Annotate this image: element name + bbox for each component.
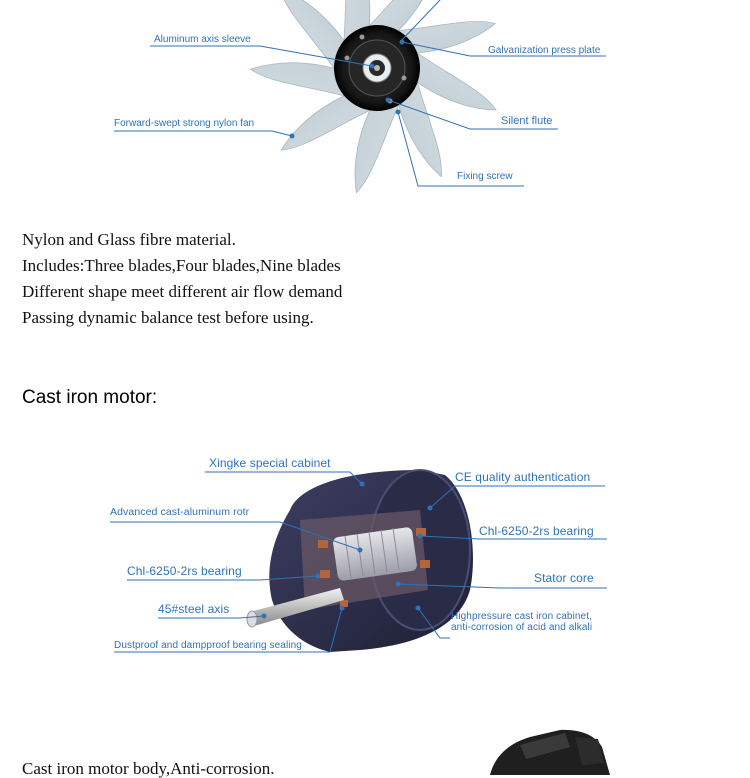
callout-highpressure-line-2: anti-corrosion of acid and alkali bbox=[451, 622, 593, 633]
callout-stator-core: Stator core bbox=[534, 571, 594, 585]
fan-description-line-4: Passing dynamic balance test before using. bbox=[22, 308, 314, 327]
motor-body-photo bbox=[470, 725, 630, 775]
fan-illustration bbox=[0, 0, 750, 200]
fan-hub bbox=[334, 25, 420, 111]
callout-cast-aluminum-rotor: Advanced cast-aluminum rotr bbox=[110, 506, 250, 518]
callout-special-cabinet: Xingke special cabinet bbox=[209, 456, 331, 470]
callout-bearing-left: Chl-6250-2rs bearing bbox=[127, 564, 242, 578]
callout-dustproof-sealing: Dustproof and dampproof bearing sealing bbox=[114, 640, 302, 651]
motor-illustration bbox=[0, 440, 750, 670]
fan-description-line-3: Different shape meet different air flow demand bbox=[22, 282, 343, 301]
motor-figure bbox=[0, 440, 750, 670]
callout-galvanization-press-plate: Galvanization press plate bbox=[488, 45, 601, 56]
fan-description-line-2: Includes:Three blades,Four blades,Nine blades bbox=[22, 256, 341, 275]
fan-description-line-1: Nylon and Glass fibre material. bbox=[22, 230, 236, 249]
motor-section-title: Cast iron motor: bbox=[22, 387, 158, 408]
callout-aluminum-axis-sleeve: Aluminum axis sleeve bbox=[154, 34, 251, 45]
callout-fixing-screw: Fixing screw bbox=[457, 171, 513, 182]
callout-steel-axis: 45#steel axis bbox=[158, 602, 230, 616]
motor-body-description: Cast iron motor body,Anti-corrosion. bbox=[22, 759, 275, 778]
callout-ce-quality: CE quality authentication bbox=[455, 470, 591, 484]
callout-highpressure-line-1: Highpressure cast iron cabinet, bbox=[451, 611, 592, 622]
fan-figure bbox=[0, 0, 750, 200]
callout-bearing-right: Chl-6250-2rs bearing bbox=[479, 524, 594, 538]
callout-forward-swept-fan: Forward-swept strong nylon fan bbox=[114, 118, 255, 129]
callout-silent-flute: Silent flute bbox=[501, 115, 553, 127]
